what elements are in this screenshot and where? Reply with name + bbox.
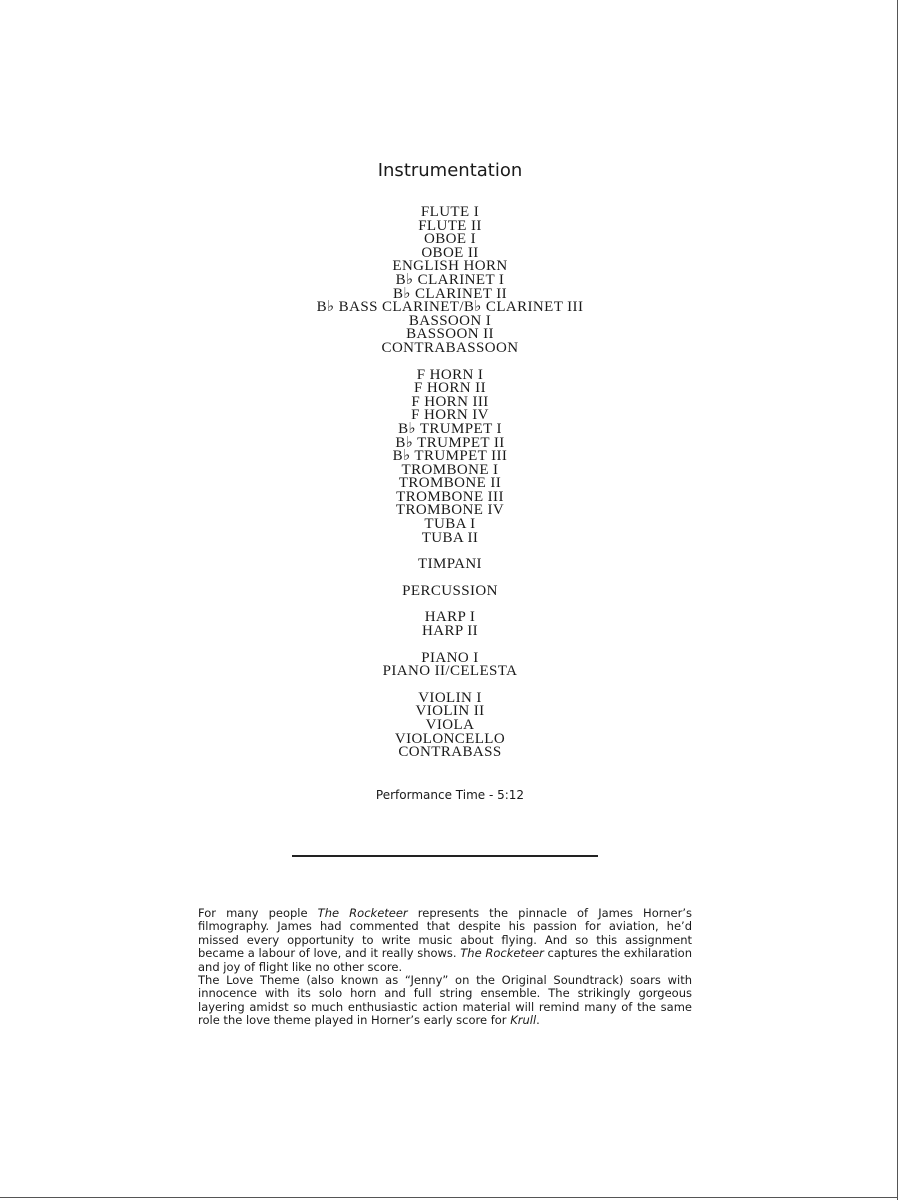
instrument-item: TROMBONE I: [401, 461, 499, 478]
instrument-item: FLUTE I: [420, 204, 480, 220]
instrument-item: TUBA I: [424, 516, 476, 533]
instrument-item: ENGLISH HORN: [392, 258, 508, 275]
instrument-item: PIANO II/CELESTA: [382, 663, 518, 680]
instrument-item: TIMPANI: [418, 556, 482, 573]
instrument-item: B♭ CLARINET II: [392, 285, 508, 302]
film-title: The Rocketeer: [317, 906, 408, 920]
performance-time: Performance Time - 5:12: [375, 788, 525, 802]
instrument-item: TUBA II: [421, 529, 479, 546]
divider-rule: [292, 855, 598, 857]
instrument-item: CONTRABASS: [398, 744, 502, 761]
instrument-group: [0, 649, 900, 680]
page-border-bottom: [0, 1197, 898, 1198]
instrument-group: [0, 206, 900, 356]
instrument-item: CONTRABASSOON: [381, 339, 519, 356]
instrument-group: [0, 558, 900, 572]
instrument-item: F HORN I: [416, 366, 484, 383]
instrument-item: B♭ TRUMPET III: [392, 448, 508, 465]
instrument-item: B♭ TRUMPET I: [398, 420, 502, 437]
instrument-item: TROMBONE III: [396, 488, 504, 505]
notes-paragraph-1: For many people The Rocketeer represents the pinnacle of James Horner’s filmography. James had commented that despite his passion for aviation, he’d missed every opportunity to write music about flying. And so this assignment became a labour of love, and it really shows. The Rocketeer captures the exhilaration and joy of flight like no other score.: [198, 906, 693, 974]
instrument-item: BASSOON I: [408, 312, 492, 329]
instrument-group: [0, 611, 900, 638]
instrument-item: PERCUSSION: [402, 582, 498, 599]
instrument-group: [0, 582, 900, 599]
film-title: Krull: [510, 1013, 537, 1028]
instrument-item: PIANO I: [421, 649, 479, 666]
notes-paragraph-2: The Love Theme (also known as “Jenny” on the Original Soundtrack) soars with innocence with its solo horn and full string ensemble. The strikingly gorgeous layering amidst so much enthusiastic action material will remind many of the same role the love theme played in Horner’s early score for Krull.: [198, 973, 692, 1028]
instrument-item: VIOLIN II: [415, 703, 485, 720]
instrument-group: [0, 689, 900, 761]
instrument-item: FLUTE II: [418, 217, 482, 234]
instrument-item: VIOLONCELLO: [394, 730, 506, 747]
instrument-item: F HORN II: [414, 380, 486, 397]
instrumentation-list: [0, 206, 900, 773]
instrument-item: F HORN III: [411, 393, 489, 410]
program-notes: [198, 907, 692, 1028]
instrument-item: OBOE II: [421, 244, 479, 261]
instrument-item: VIOLA: [425, 717, 475, 733]
page-title: Instrumentation: [377, 160, 523, 181]
film-title: The Rocketeer: [460, 946, 544, 961]
instrument-item: VIOLIN I: [418, 689, 482, 706]
instrument-item: F HORN IV: [411, 407, 489, 424]
instrument-item: TROMBONE II: [398, 475, 502, 492]
instrument-item: B♭ TRUMPET II: [395, 434, 505, 451]
instrument-group: [0, 366, 900, 546]
instrument-item: B♭ CLARINET I: [395, 271, 505, 288]
instrument-item: HARP II: [422, 623, 478, 640]
instrument-item: OBOE I: [424, 231, 476, 248]
instrument-item: TROMBONE IV: [395, 502, 505, 519]
instrument-item: BASSOON II: [406, 326, 494, 343]
instrument-item: HARP I: [424, 609, 476, 626]
instrument-item: B♭ BASS CLARINET/B♭ CLARINET III: [316, 299, 584, 316]
